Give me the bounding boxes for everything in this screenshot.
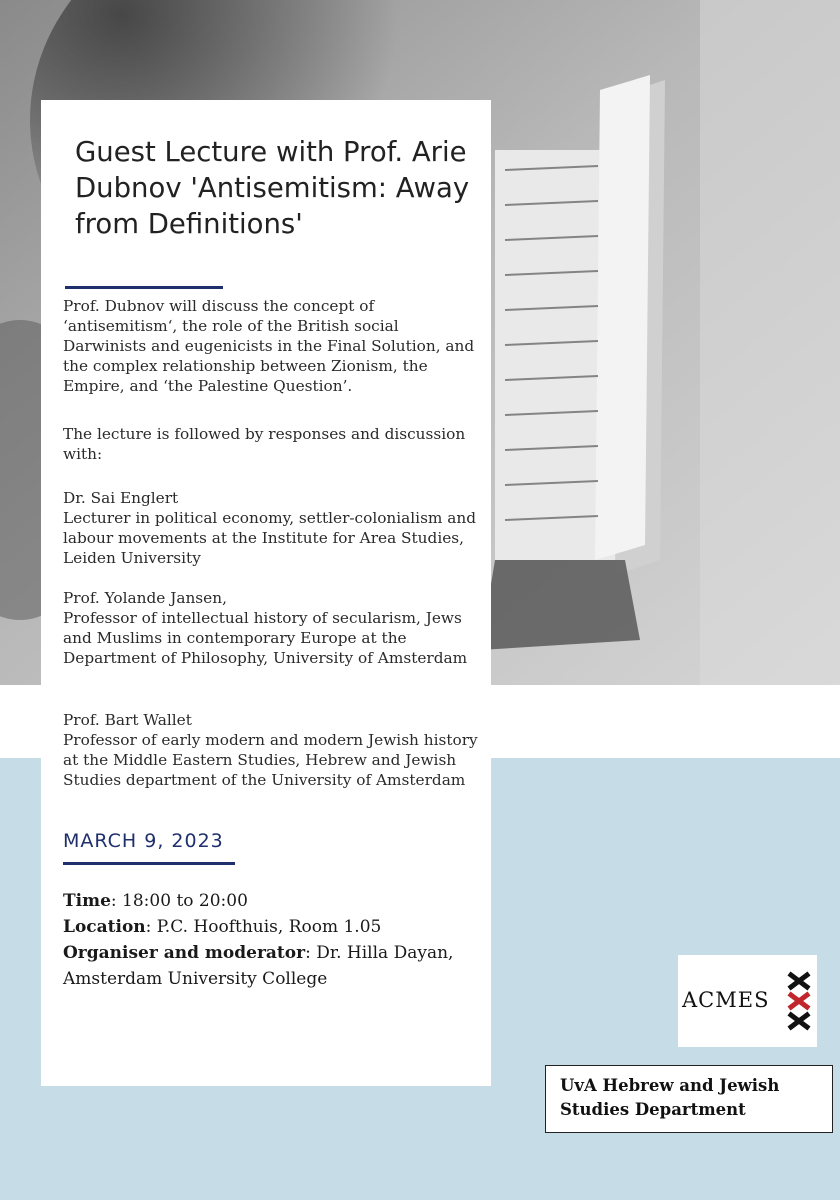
- event-date: MARCH 9, 2023: [63, 830, 224, 852]
- department-box: UvA Hebrew and Jewish Studies Department: [545, 1065, 833, 1133]
- speaker-name: Prof. Bart Wallet: [63, 711, 192, 729]
- location-line: [63, 914, 483, 940]
- acmes-logo: [678, 955, 817, 1047]
- event-details: [63, 888, 483, 992]
- time-value: : 18:00 to 20:00: [110, 891, 248, 911]
- speaker-role: Lecturer in political economy, settler-colonialism and labour movements at the Institute for Area Studies, Leiden University: [63, 509, 477, 567]
- speaker-name: Prof. Yolande Jansen,: [63, 589, 227, 607]
- time-label: Time: [63, 891, 111, 911]
- acmes-logo-text: ACMES: [682, 988, 770, 1012]
- organiser-line: [63, 940, 483, 992]
- speaker-wallet: [63, 710, 483, 790]
- speaker-jansen: [63, 588, 483, 668]
- organiser-value: : Dr. Hilla Dayan, Amsterdam University College: [63, 943, 454, 989]
- speaker-englert: [63, 488, 483, 568]
- location-label: Location: [63, 917, 146, 937]
- location-value: : P.C. Hoofthuis, Room 1.05: [145, 917, 382, 937]
- speaker-role: Professor of early modern and modern Jewish history at the Middle Eastern Studies, Hebrew and Jewish Studies department of the University of Amsterdam: [63, 731, 478, 789]
- amsterdam-xxx-icon: [787, 971, 811, 1031]
- title-divider: [65, 286, 223, 289]
- time-line: [63, 888, 483, 914]
- followed-by-text: The lecture is followed by responses and discussion with:: [63, 425, 466, 463]
- lecture-card: [41, 100, 491, 1086]
- date-divider: [63, 862, 235, 865]
- organiser-label: Organiser and moderator: [63, 943, 306, 963]
- speaker-role: Professor of intellectual history of secularism, Jews and Muslims in contemporary Europe at the Department of Philosophy, University of Amsterdam: [63, 609, 468, 667]
- lecture-title: Guest Lecture with Prof. Arie Dubnov 'Antisemitism: Away from Definitions': [75, 136, 470, 240]
- speaker-name: Dr. Sai Englert: [63, 489, 179, 507]
- lecture-description: Prof. Dubnov will discuss the concept of ‘antisemitism‘, the role of the British social Darwinists and eugenicists in the Final Solution, and the complex relationship between Zionism, the Empire, and ‘the Palestine Question’.: [63, 297, 475, 395]
